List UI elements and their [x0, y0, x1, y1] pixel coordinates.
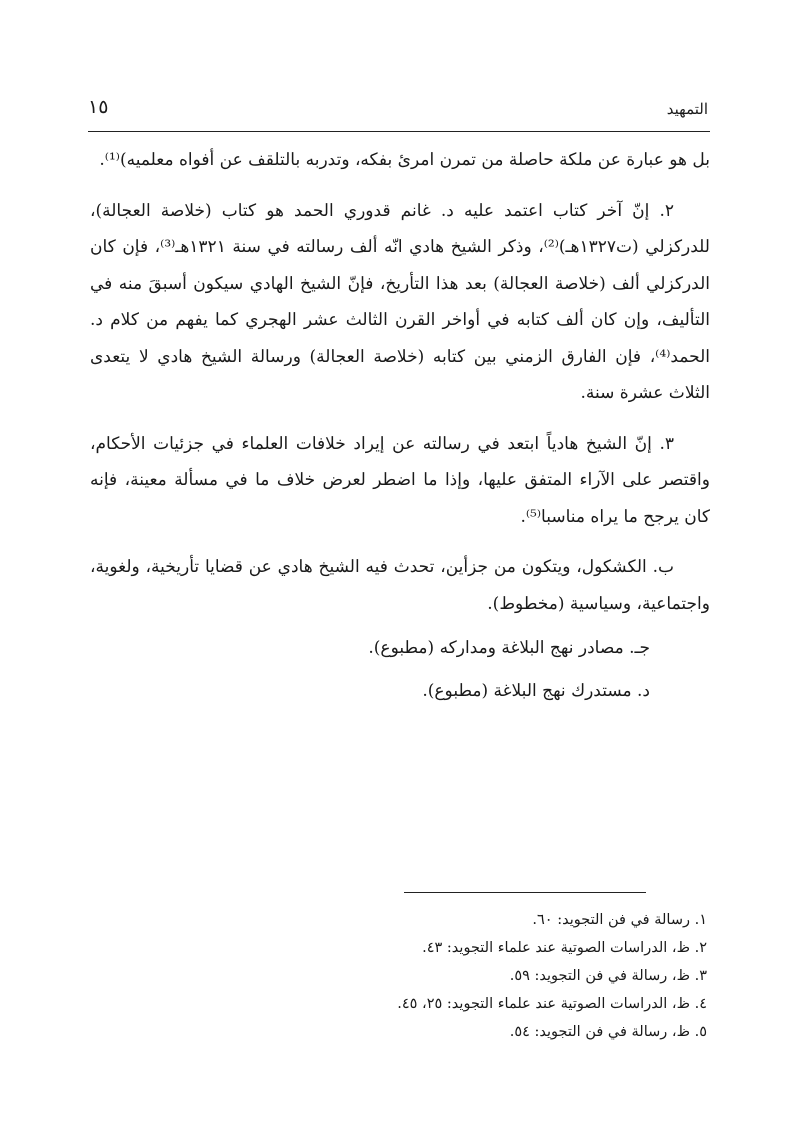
footnote-2: ٢. ظ، الدراسات الصوتية عند علماء التجويد: ٤٣. [422, 940, 707, 956]
paragraph-item-b: ب. الكشكول، ويتكون من جزأين، تحدث فيه الشيخ هادي عن قضايا تأريخية، ولغوية، واجتماعية، وسياسية (مخطوط). [90, 557, 710, 614]
list-item-d: د. مستدرك نهج البلاغة (مطبوع). [422, 680, 650, 701]
paragraph-point-3: ٣. إنّ الشيخ هادياً ابتعد في رسالته عن إيراد خلافات العلماء في جزئيات الأحكام، واقتصر على الآراء المتفق عليها، وإذا ما اضطر لعرض خلاف ما في مسألة معينة، فإنه كان يرجح ما يراه مناسبا⁽⁵⁾. [90, 433, 710, 527]
footnote-5: ٥. ظ، رسالة في فن التجويد: ٥٤. [509, 1024, 707, 1040]
page-number: ١٥ [88, 96, 109, 118]
main-text [90, 142, 710, 709]
paragraph-continuation: بل هو عبارة عن ملكة حاصلة من تمرن امرئ بفكه، وتدربه بالتلقف عن أفواه معلميه)⁽¹⁾. [99, 150, 710, 170]
footnote-4: ٤. ظ، الدراسات الصوتية عند علماء التجويد: ٢٥، ٤٥. [397, 996, 707, 1012]
running-title: التمهيد [666, 100, 708, 118]
list-item-c: جـ. مصادر نهج البلاغة ومداركه (مطبوع). [368, 638, 650, 658]
footnotes [151, 906, 711, 1046]
header-divider [88, 131, 710, 132]
footnote-1: ١. رسالة في فن التجويد: ٦٠. [532, 912, 707, 928]
paragraph-point-2: ٢. إنّ آخر كتاب اعتمد عليه د. غانم قدوري الحمد هو كتاب (خلاصة العجالة)، للدركزلي (ت١٣٢٧هـ)⁽²⁾، وذكر الشيخ هادي انّه ألف رسالته في سنة ١٣٢١هـ⁽³⁾، فإن كان الدركزلي ألف (خلاصة العجالة) بعد هذا التأريخ، فإنّ الشيخ الهادي سيكون أسبقَ منه في التأليف، وإن كان ألف كتابه في أواخر القرن الثالث عشر الهجري كما يفهم من كلام د. الحمد⁽⁴⁾، فإن الفارق الزمني بين كتابه (خلاصة العجالة) ورسالة الشيخ هادي لا يتعدى الثلاث عشرة سنة. [90, 200, 710, 403]
footnote-separator [404, 892, 646, 893]
footnote-3: ٣. ظ، رسالة في فن التجويد: ٥٩. [509, 968, 707, 984]
